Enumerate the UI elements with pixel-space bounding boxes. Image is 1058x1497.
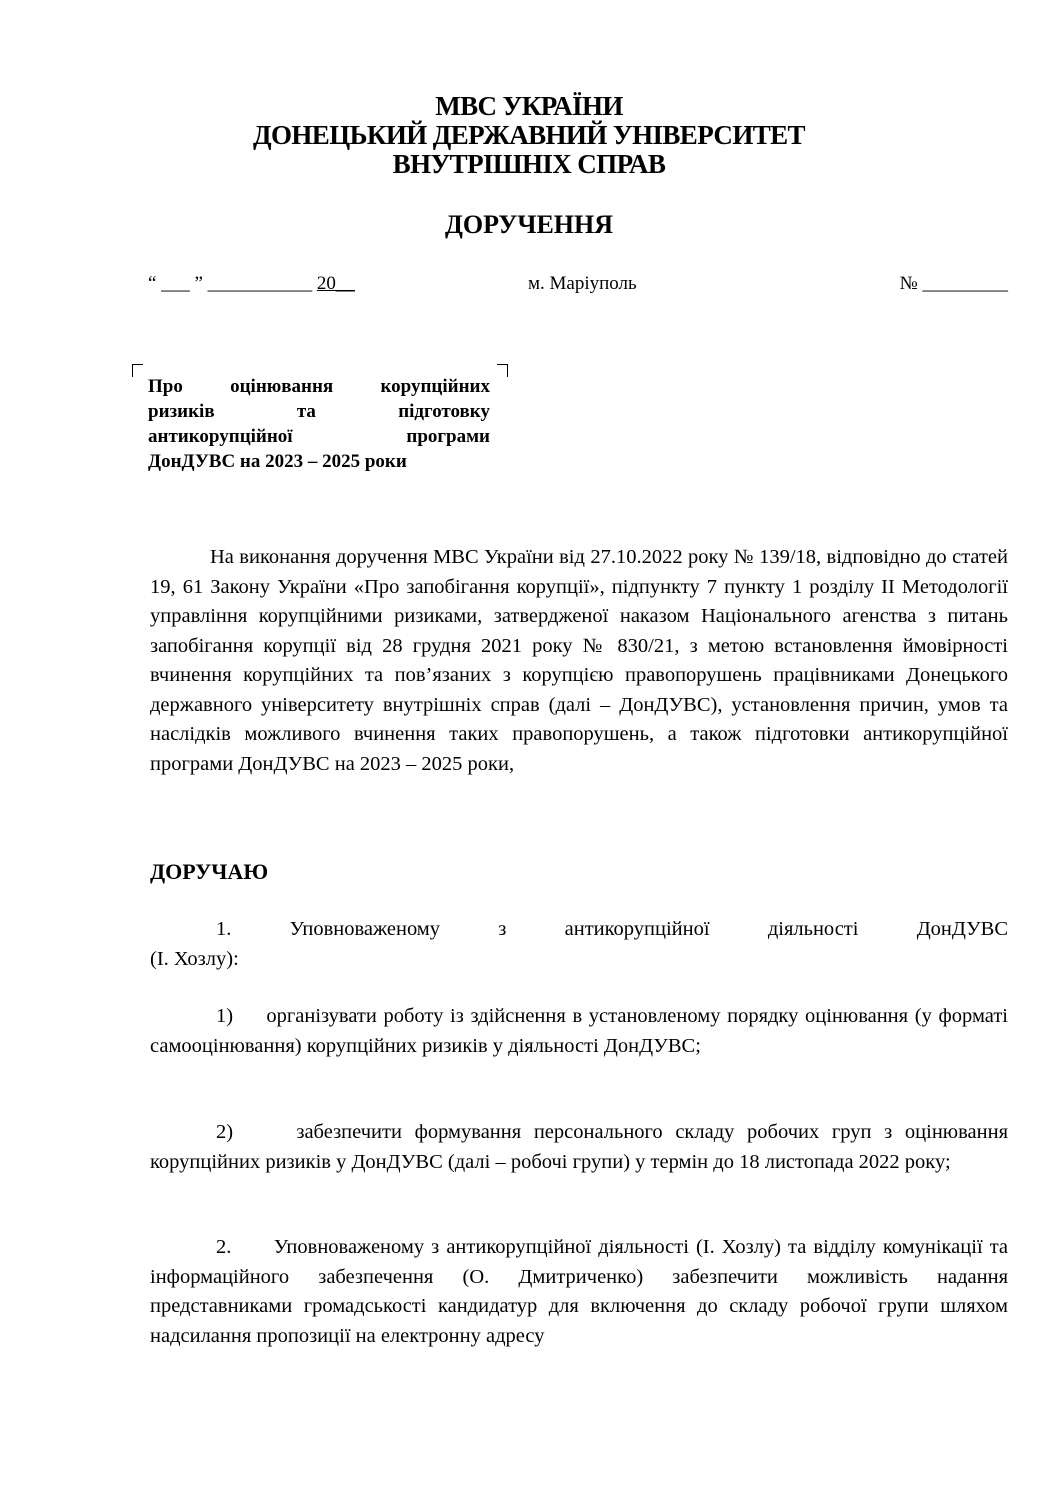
item-1-text: Уповноваженому з антикорупційної діяльності ДонДУВС (289, 918, 1009, 940)
subitem-2-text: забезпечити формування персонального складу робочих груп з оцінювання корупційних ризиків у ДонДУВС (далі – робочі групи) у термін до 18 листопада 2022 року; (150, 1121, 1008, 1173)
date-day-blank: ___ (161, 273, 190, 294)
university-name-line2: ВНУТРІШНІХ СПРАВ (392, 149, 666, 179)
document-header (0, 92, 1058, 179)
subject-block (132, 364, 508, 474)
directive-heading: ДОРУЧАЮ (150, 859, 269, 884)
date-open-quote: “ (148, 273, 157, 294)
subitem-2-number: 2) (216, 1121, 234, 1143)
date-field (148, 270, 355, 298)
subject-text (148, 374, 490, 474)
subitem-1-text: організувати роботу із здійснення в установленому порядку оцінювання (у форматі самооцінювання) корупційних ризиків у діяльності ДонДУВС; (150, 1005, 1008, 1057)
document-type-title: ДОРУЧЕННЯ (444, 210, 614, 239)
subject-line: ризиків та підготовку (148, 401, 490, 422)
item-2-number: 2. (216, 1236, 232, 1258)
date-year: 20__ (316, 273, 355, 294)
subject-line: Про оцінювання корупційних (148, 376, 490, 397)
subitem-1-paragraph (150, 1002, 1008, 1061)
subitem-1-number: 1) (216, 1005, 234, 1027)
intro-paragraph: На виконання доручення МВС України від 27.10.2022 року № 139/18, відповідно до статей 19, 61 Закону України «Про запобігання корупції», підпункту 7 пункту 1 розділу ІІ Методології управління корупційними ризиками, затвердженої наказом Національного агенства з питань запобігання корупції від 28 грудня 2021 року № 830/21, з метою встановлення ймовірності вчинення корупційних та пов’язаних з корупцією правопорушень працівниками Донецького державного університету внутрішніх справ (далі – ДонДУВС), установлення причин, умов та наслідків можливого вчинення таких правопорушень, а також підготовки антикорупційної програми ДонДУВС на 2023 – 2025 роки, (150, 546, 1008, 775)
number-label: № (899, 273, 918, 294)
item-1-paragraph (150, 915, 1008, 974)
subject-line: ДонДУВС на 2023 – 2025 роки (148, 451, 407, 472)
document-number-field (900, 270, 1008, 298)
subject-corner-left (132, 364, 143, 377)
university-name-line1: ДОНЕЦЬКИЙ ДЕРЖАВНИЙ УНІВЕРСИТЕТ (253, 120, 805, 150)
subject-line: антикорупційної програми (148, 426, 490, 447)
item-2-text: Уповноваженому з антикорупційної діяльності (І. Хозлу) та відділу комунікації та інформаційного забезпечення (О. Дмитриченко) забезпечити можливість надання представниками громадськості кандидатур для включення до складу робочої групи шляхом надсилання пропозиції на електронну адресу (150, 1236, 1008, 1347)
document-meta-line (148, 270, 1008, 300)
number-blank: _________ (922, 273, 1008, 294)
city-name: м. Маріуполь (528, 273, 637, 294)
item-1-person: (І. Хозлу): (150, 947, 239, 970)
date-close-quote: ” (194, 273, 203, 294)
subitem-2-paragraph (150, 1118, 1008, 1177)
item-1-number: 1. (216, 918, 232, 940)
ministry-name: МВС УКРАЇНИ (435, 91, 623, 121)
item-2-paragraph (150, 1233, 1008, 1351)
date-month-blank: ___________ (207, 273, 313, 294)
subject-corner-right (497, 364, 508, 377)
